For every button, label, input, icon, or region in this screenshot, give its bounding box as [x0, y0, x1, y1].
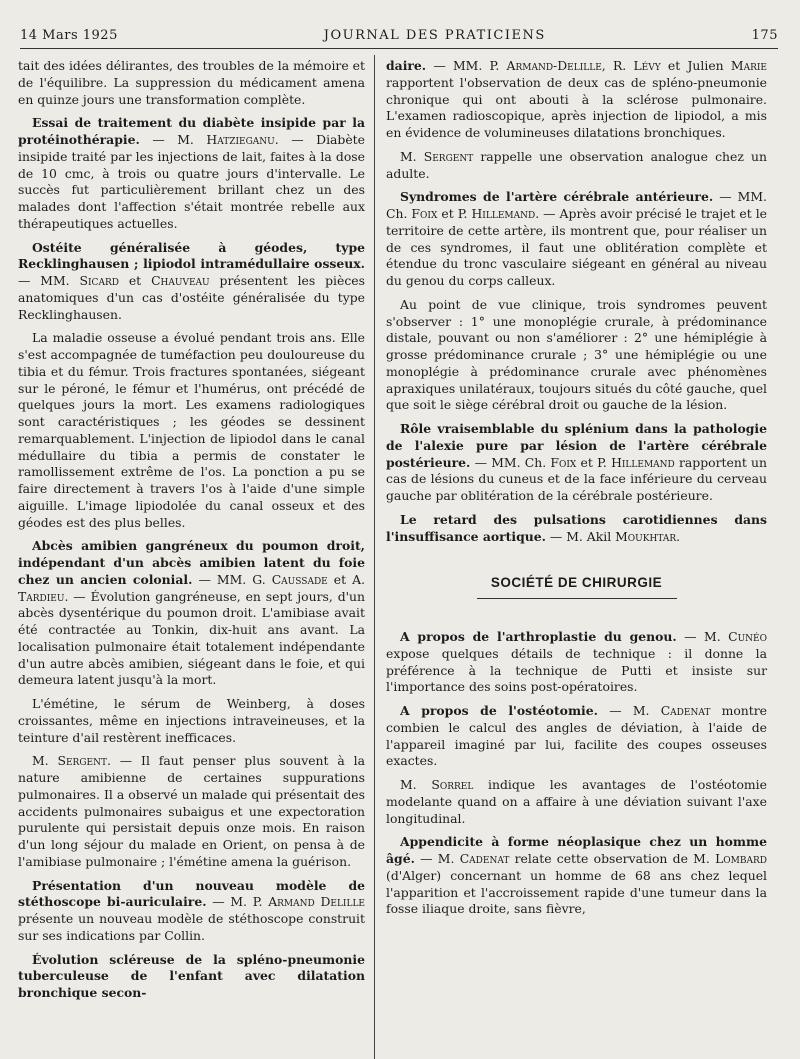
- running-header: [20, 22, 778, 49]
- section-rule: [477, 598, 677, 599]
- paragraph: L'émétine, le sérum de Weinberg, à doses croissantes, même en injections intraveineuses, et la teinture d'ail restèrent inefficaces.: [18, 696, 365, 745]
- entry-title: Évolution scléreuse de la spléno-pneumonie tuberculeuse de l'enfant avec dilatation bronchique secon-: [18, 951, 365, 1000]
- entry-abces-amibien: Abcès amibien gangréneux du poumon droit, indépendant d'un abcès amibien latent du foie chez un ancien colonial. — MM. G. Caussade et A. Tardieu. — Évolution gangréneuse, en sept jours, d'un abcès dysentérique du poumon droit. L'amibiase avait été contractée au Tonkin, dix-huit ans avant. La localisation pulmonaire était totalement indépendante d'un autre abcès amibien, siégeant dans le foie, et qui demeura latent jusqu'à la mort.: [18, 538, 366, 688]
- author: Sergent: [423, 148, 474, 164]
- entry-stethoscope: Présentation d'un nouveau modèle de stéthoscope bi-auriculaire. — M. P. Armand Delille présente un nouveau modèle de stéthoscope construit sur ses indications par Collin.: [18, 877, 365, 943]
- entry-syndromes: Syndromes de l'artère cérébrale antérieure. — MM. Ch. Foix et P. Hillemand. — Après avoir précisé le trajet et le territoire de cette artère, ils montrent que, pour réaliser un de ces syndromes, il faut une oblitération complète et étendue du tronc vasculaire siégeant en général au niveau du genou du corps calleux.: [386, 189, 767, 288]
- header-date: 14 Mars 1925: [20, 27, 118, 43]
- author: Foix: [550, 454, 577, 470]
- author: Tardieu: [18, 588, 65, 604]
- column-divider: [374, 55, 375, 1059]
- author: Armand Delille: [268, 894, 365, 910]
- entry-title: A propos de l'ostéotomie.: [400, 703, 598, 718]
- section-heading: SOCIÉTÉ DE CHIRURGIE: [490, 575, 663, 591]
- author: Cunéo: [728, 629, 767, 644]
- author: Caussade: [271, 571, 328, 587]
- entry-title: Appendicite à forme néoplasique chez un homme âgé.: [386, 834, 767, 866]
- author: Cadenat: [660, 703, 711, 718]
- author: Chauveau: [151, 273, 210, 288]
- entry-continuation: daire. — MM. P. Armand-Delille, R. Lévy et Julien Marie rapportent l'observation de deux cas de spléno-pneumonie chronique qui ont abouti à la sclérose pulmonaire. L'examen radioscopique, après injection de lipiodol, a mis en évidence de volumineuses dilatations bronchiques.: [386, 58, 767, 140]
- entry-diabete: Essai de traitement du diabète insipide par la protéinothérapie. — M. Hatzieganu. — Diabète insipide traité par les injections de lait, faites à la dose de 10 cmc, à trois ou quatre jours d'intervalle. Le succès fut particulièrement brillant chez un des malades dont l'affection s'était montrée rebelle aux thérapeutiques actuelles.: [18, 115, 365, 231]
- entry-title: Rôle vraisemblable du splénium dans la pathologie de l'alexie pure par lésion de l'artère cérébrale postérieure.: [386, 421, 767, 470]
- paragraph: tait des idées délirantes, des troubles de la mémoire et de l'équilibre. La suppression du médicament amena en quinze jours une transformation complète.: [18, 58, 365, 107]
- entry-title: Présentation d'un nouveau modèle de stéthoscope bi-auriculaire.: [18, 877, 365, 910]
- right-column: [386, 58, 767, 925]
- entry-pulsations: Le retard des pulsations carotidiennes dans l'insuffisance aortique. — M. Akil Moukhtar.: [386, 511, 767, 544]
- author: Sicard: [79, 273, 119, 288]
- author: Lévy: [633, 58, 661, 73]
- entry-title: Abcès amibien gangréneux du poumon droit, indépendant d'un abcès amibien latent du foie chez un ancien colonial.: [18, 538, 365, 587]
- entry-splenium: Rôle vraisemblable du splénium dans la pathologie de l'alexie pure par lésion de l'artère cérébrale postérieure. — MM. Ch. Foix et P. Hillemand rapportent un cas de lésions du cuneus et de la face inférieure du cerveau gauche par oblitération de la cérébrale postérieure.: [386, 421, 767, 503]
- author: Lombard: [715, 851, 767, 866]
- entry-arthroplastie: A propos de l'arthroplastie du genou. — M. Cunéo expose quelques détails de technique : il donne la préférence à la technique de Putti et insiste sur l'importance des soins post-opératoires.: [386, 629, 767, 695]
- entry-appendicite: Appendicite à forme néoplasique chez un homme âgé. — M. Cadenat relate cette observation de M. Lombard (d'Alger) concernant un homme de 68 ans chez lequel l'apparition et l'accroissement rapide d'une tumeur dans la fosse iliaque droite, sans fièvre,: [386, 834, 767, 917]
- entry-osteotomie: A propos de l'ostéotomie. — M. Cadenat montre combien le calcul des angles de déviation, à l'aide de l'appareil imaginé par lui, facilite des coupes osseuses exactes.: [386, 703, 767, 769]
- author: Hillemand: [471, 206, 536, 221]
- author: Foix: [411, 206, 438, 221]
- paragraph: La maladie osseuse a évolué pendant trois ans. Elle s'est accompagnée de tuméfaction peu douloureuse du tibia et du fémur. Trois fractures spontanées, siégeant sur le péroné, le fémur et l'humérus, ont précédé de quelques jours la mort. Les examens radiologiques sont caractéristiques ; les géodes se dessinent remarquablement. L'injection de lipiodol dans le canal médullaire du tibia a permis de constater le ramollissement extrême de l'os. La ponction a pu se faire directement à travers l'os à l'aide d'une simple aiguille. L'image lipiodolée du canal osseux et des géodes est des plus belles.: [18, 330, 365, 530]
- header-page-number: 175: [751, 27, 778, 43]
- entry-osteite: Ostéite généralisée à géodes, type Recklinghausen ; lipiodol intramédullaire osseux. — MM. Sicard et Chauveau présentent les pièces anatomiques d'un cas d'ostéite généralisée du type Recklinghausen.: [18, 239, 365, 322]
- left-column: [18, 58, 365, 1009]
- author: Armand-Delille: [506, 58, 602, 73]
- author: Marie: [730, 58, 767, 73]
- paragraph: M. Sergent. — Il faut penser plus souvent à la nature amibienne de certaines suppurations pulmonaires. Il a observé un malade qui présentait des accidents pulmonaires subaigus et une expectoration purulente qui persistait depuis onze mois. En raison d'un long séjour du malade en Orient, on pensa à de l'amibiase pulmonaire ; l'émétine amena la guérison.: [18, 753, 365, 869]
- author: Sorrel: [431, 777, 474, 792]
- entry-title: Essai de traitement du diabète insipide par la protéinothérapie.: [18, 115, 365, 147]
- author: Cadenat: [459, 851, 510, 866]
- entry-title: Syndromes de l'artère cérébrale antérieure.: [400, 189, 714, 205]
- author: Hatzieganu: [206, 132, 275, 147]
- header-journal-title: JOURNAL DES PRATICIENS: [323, 27, 546, 43]
- paragraph: M. Sergent rappelle une observation analogue chez un adulte.: [386, 148, 767, 181]
- entry-title: Ostéite généralisée à géodes, type Recklinghausen ; lipiodol intramédullaire osseux.: [18, 239, 365, 272]
- author: Moukhtar: [615, 528, 677, 544]
- paragraph: Au point de vue clinique, trois syndromes peuvent s'observer : 1° une monoplégie crurale, à prédominance distale, pouvant ou non s'améliorer : 2° une hémiplégie à grosse prédominance crurale ; 3° une hémiplégie ou une monoplégie à prédominance crurale avec phénomènes apraxiques unilatéraux, toujours situés du côté gauche, quel que soit le siège cérébral droit ou gauche de la lésion.: [386, 296, 767, 413]
- author: Sergent: [57, 753, 107, 769]
- entry-title: A propos de l'arthroplastie du genou.: [400, 629, 677, 644]
- entry-spleno-pneumonie: [18, 952, 365, 1002]
- author: Hillemand: [611, 454, 675, 470]
- paragraph: M. Sorrel indique les avantages de l'ostéotomie modelante quand on a affaire à une déviation suivant l'axe longitudinal.: [386, 777, 767, 826]
- entry-title: Le retard des pulsations carotidiennes dans l'insuffisance aortique.: [386, 511, 767, 544]
